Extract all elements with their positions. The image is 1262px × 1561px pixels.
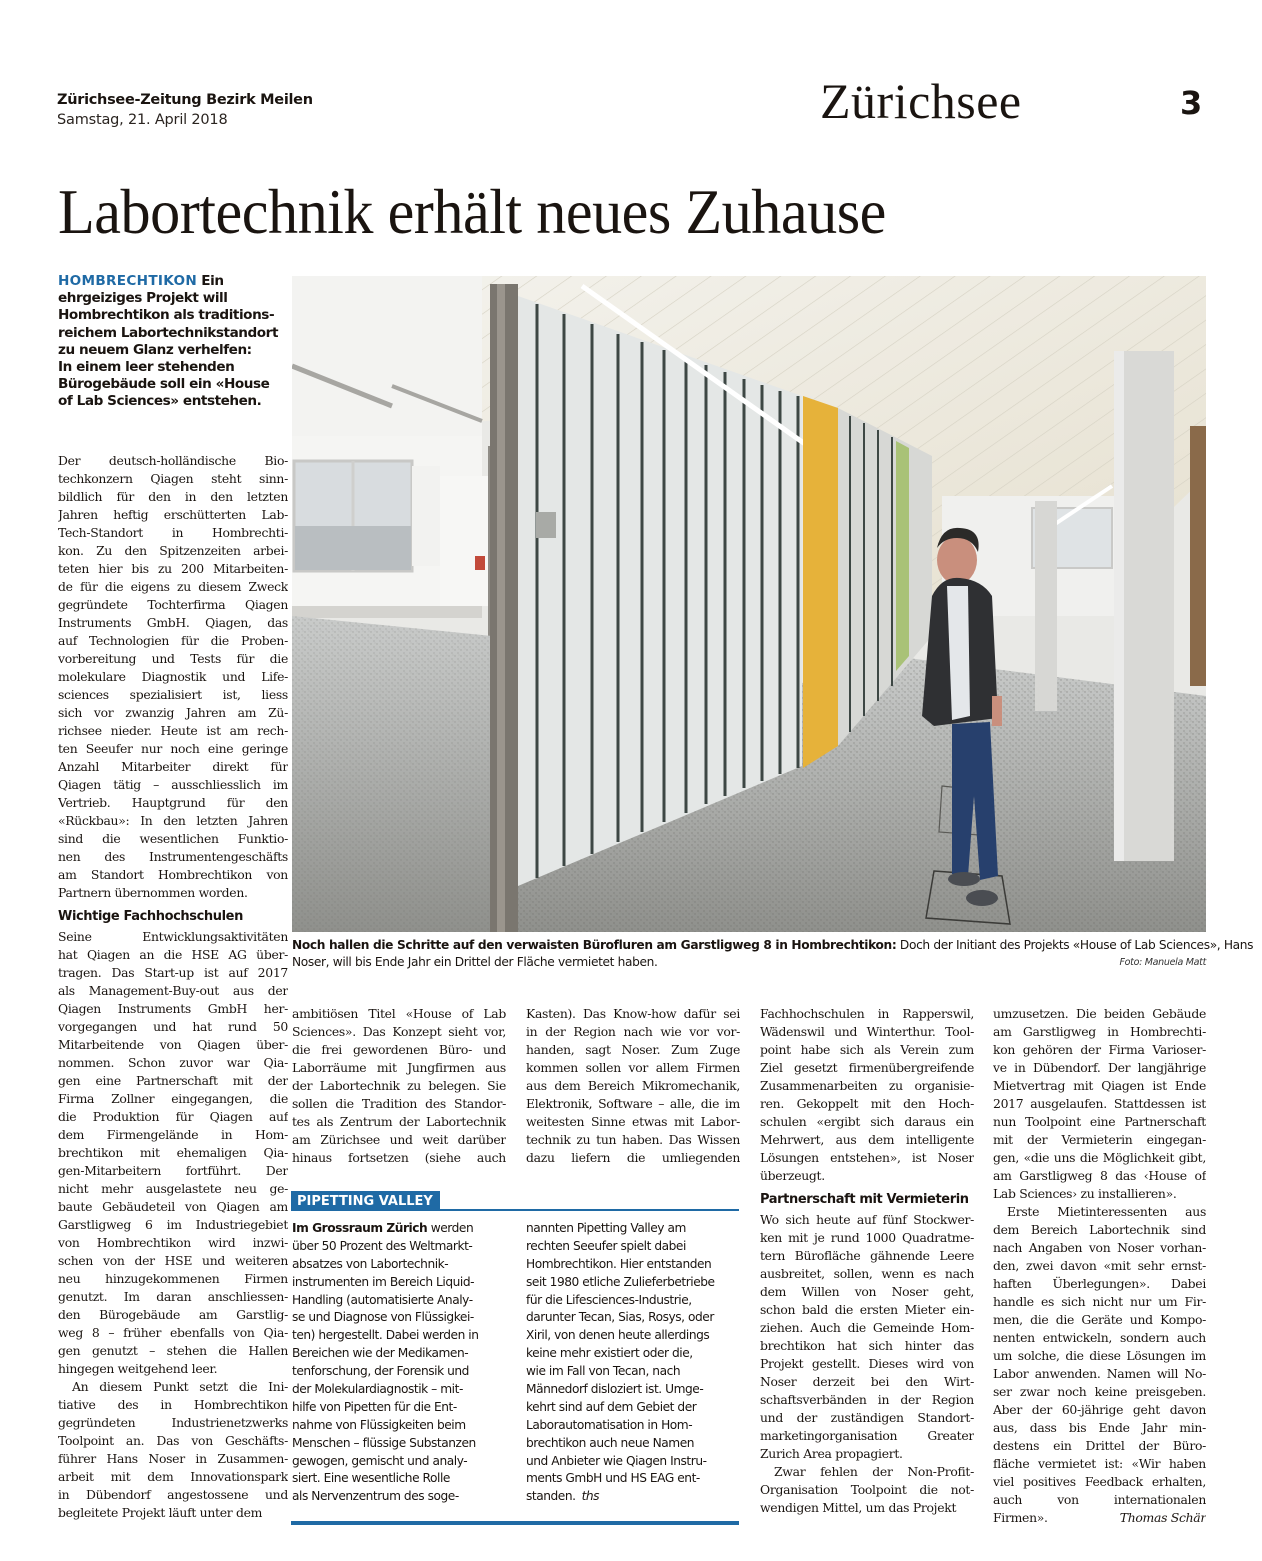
box-text-line: Hombrechtikon. Hier entstanden — [526, 1256, 712, 1271]
text-line: schaftsverbänden in der Region — [760, 1392, 974, 1407]
text-line: Wädenswil und Winterthur. Tool- — [760, 1024, 974, 1039]
box-column-2 — [526, 1220, 740, 1506]
text-fragment: werden — [427, 1221, 474, 1235]
office-hallway-photo — [292, 276, 1206, 932]
article-column-3 — [526, 1005, 740, 1167]
text-line: tern Bürofläche gähnende Leere — [760, 1248, 974, 1263]
lead-line: ehrgeiziges Projekt will — [58, 290, 228, 307]
text-line: der Labortechnik zu belegen. Sie — [292, 1078, 506, 1093]
box-text-line: Handling (automatisierte Analy- — [292, 1292, 473, 1307]
photo-credit: Foto: Manuela Matt — [1119, 957, 1206, 968]
text-line: tes als Zentrum der Labortechnik — [292, 1114, 506, 1129]
text-line: hat Qiagen an die HSE AG über- — [58, 947, 288, 962]
text-line: ren. Gekoppelt mit den Hoch- — [760, 1096, 974, 1111]
text-line: sciences spezialisiert ist, liess — [58, 687, 288, 702]
text-line: Toolpoint an. Das von Geschäfts- — [58, 1433, 288, 1448]
text-line: ziehen. Auch die Gemeinde Hom- — [760, 1320, 974, 1335]
box-text-line: tenforschung, der Forensik und — [292, 1364, 469, 1379]
box-text-line: Laborautomatisation in Hom- — [526, 1417, 693, 1432]
text-line: die frei gewordenen Büro- und — [292, 1042, 506, 1057]
text-line: molekulare Diagnostik und Life- — [58, 669, 288, 684]
text-line: de für die eigens zu diesem Zweck — [58, 579, 288, 594]
box-top-rule — [291, 1209, 739, 1211]
text-line: handen, sagt Noser. Zum Zuge — [526, 1042, 740, 1057]
box-text-line: Männedorf disloziert ist. Umge- — [526, 1382, 704, 1397]
text-line: techkonzern Qiagen steht sinn- — [58, 471, 288, 486]
text-line: point habe sich als Verein zum — [760, 1042, 974, 1057]
text-line: am Garstligweg in Hombrechti- — [993, 1024, 1206, 1039]
box-text-line: instrumenten im Bereich Liquid- — [292, 1274, 475, 1289]
text-fragment: standen. — [526, 1489, 576, 1504]
text-line: haften Überlegungen». Dabei — [993, 1276, 1206, 1291]
text-line: umzusetzen. Die beiden Gebäude — [993, 1006, 1206, 1021]
text-line: ambitiösen Titel «House of Lab — [292, 1006, 506, 1021]
text-line: Mitarbeitende von Qiagen über- — [58, 1037, 288, 1052]
box-text-line: brechtikon auch neue Namen — [526, 1435, 695, 1450]
text-line: aus dem Bereich Mikromechanik, — [526, 1078, 740, 1093]
text-line: als Management-Buy-out aus der — [58, 983, 288, 998]
text-line: Mietvertrag mit Qiagen ist Ende — [993, 1078, 1206, 1093]
text-line: schon bald die ersten Mieter ein- — [760, 1302, 974, 1317]
caption-text: Noser, will bis Ende Jahr ein Drittel der Fläche vermietet haben. — [292, 955, 658, 969]
text-line: handle es sich nicht nur um Fir- — [993, 1294, 1206, 1309]
text-line: weitesten Sinne etwas mit Labor- — [526, 1114, 740, 1129]
text-line: dem Firmengelände in Hom- — [58, 1127, 288, 1142]
box-signature: ths — [581, 1489, 600, 1504]
text-line: vorbereitung und Tests für die — [58, 651, 288, 666]
text-line: den, zwei davon «mit sehr ernst- — [993, 1258, 1206, 1273]
box-text-line: ten) hergestellt. Dabei werden in — [292, 1328, 479, 1343]
box-text-line: als Nervenzentrum des soge- — [292, 1489, 459, 1504]
article-column-2 — [292, 1005, 506, 1167]
text-line: brechtikon hat sich hinter das — [760, 1338, 974, 1353]
section-title: Zürichsee — [820, 73, 1022, 129]
text-line: hinaus fortsetzen (siehe auch — [292, 1150, 506, 1165]
article-column-5 — [993, 1005, 1206, 1527]
text-line: 2017 ausgelaufen. Stattdessen ist — [993, 1096, 1206, 1111]
text-line: Sciences». Das Konzept sieht vor, — [292, 1024, 506, 1039]
caption-bold: Noch hallen die Schritte auf den verwaisten Bürofluren am Garstligweg 8 in Hombrechtikon: — [292, 938, 897, 952]
text-line: vorgegangen und hat rund 50 — [58, 1019, 288, 1034]
text-line: um solche, die diese Lösungen im — [993, 1348, 1206, 1363]
text-line: und der zuständigen Standort- — [760, 1410, 974, 1425]
box-title: PIPETTING VALLEY — [291, 1191, 440, 1211]
lead-kicker: HOMBRECHTIKON — [58, 273, 198, 289]
text-line: gen genutzt – stehen die Hallen — [58, 1343, 288, 1358]
box-text-line — [292, 1220, 514, 1238]
text-line: Qiagen Instruments GmbH her- — [58, 1001, 288, 1016]
text-line: Zurich Area propagiert. — [760, 1446, 903, 1461]
text-line: ten Seeufer nur noch eine geringe — [58, 741, 288, 756]
text-line: «Rückbau»: In den letzten Jahren — [58, 813, 288, 828]
text-line: hingegen weitgehend leer. — [58, 1361, 218, 1376]
text-line: neu hinzugekommenen Firmen — [58, 1271, 288, 1286]
text-line: tragen. Das Start-up ist auf 2017 — [58, 965, 288, 980]
text-line: destens ein Drittel der Büro- — [993, 1438, 1206, 1453]
text-line: nun Toolpoint eine Partnerschaft — [993, 1114, 1206, 1129]
text-line: begleitete Projekt läuft unter dem — [58, 1505, 263, 1520]
text-line: Elektronik, Software – alle, die im — [526, 1096, 740, 1111]
text-line: tiative des in Hombrechtikon — [58, 1397, 288, 1412]
lead-line: Bürogebäude soll ein «House — [58, 376, 270, 393]
text-line: ausbreitet, sollen, wenn es nach — [760, 1266, 974, 1281]
caption-text: Doch der Initiant des Projekts «House of Lab Sciences», Hans — [896, 938, 1254, 952]
text-line: wendigen Mittel, um das Projekt — [760, 1500, 957, 1515]
text-line: nenten entwickeln, sondern auch — [993, 1330, 1206, 1345]
text-line: baute Gebäudeteil von Qiagen am — [58, 1199, 288, 1214]
text-line: am Zürichsee und weit darüber — [292, 1132, 506, 1147]
box-text-line: über 50 Prozent des Weltmarkt- — [292, 1238, 473, 1253]
text-line: Firma Zollner eingegangen, die — [58, 1091, 288, 1106]
text-line: nommen. Schon zuvor war Qia- — [58, 1055, 288, 1070]
text-line: Seine Entwicklungsaktivitäten — [58, 929, 288, 944]
box-lead-bold: Im Grossraum Zürich — [292, 1221, 428, 1235]
text-line: genutzt. Im daran anschliessen- — [58, 1289, 288, 1304]
publication-date: Samstag, 21. April 2018 — [57, 112, 228, 128]
text-line: Organisation Toolpoint die not- — [760, 1482, 974, 1497]
text-line: schulen «ergibt sich daraus ein — [760, 1114, 974, 1129]
text-line: richsee nieder. Heute ist am rech- — [58, 723, 288, 738]
text-line: Labor anwenden. Namen will No- — [993, 1366, 1206, 1381]
page-number: 3 — [1180, 84, 1203, 122]
subheading: Wichtige Fachhochschulen — [58, 909, 243, 924]
text-line: brechtikon mit ehemaligen Qia- — [58, 1145, 288, 1160]
text-line: aus, dass bis Ende Jahr min- — [993, 1420, 1206, 1435]
text-line: auch von internationalen — [993, 1492, 1206, 1507]
article-headline: Labortechnik erhält neues Zuhause — [58, 177, 886, 247]
text-line: sich vor zwanzig Jahren am Zü- — [58, 705, 288, 720]
text-line: von Hombrechtikon wird inzwi- — [58, 1235, 288, 1250]
text-line: kon gehören der Firma Varioser- — [993, 1042, 1206, 1057]
text-line: gegründete Tochterfirma Qiagen — [58, 597, 288, 612]
box-text-line: absatzes von Labortechnik- — [292, 1256, 449, 1271]
box-text-line: darunter Tecan, Sias, Rosys, oder — [526, 1310, 714, 1325]
text-line: Garstligweg 6 im Industriegebiet — [58, 1217, 288, 1232]
text-line: Laborräume mit Jungfirmen aus — [292, 1060, 506, 1075]
article-column-1 — [58, 452, 288, 1522]
article-column-4 — [760, 1005, 974, 1517]
box-text-line: gewogen, gemischt und analy- — [292, 1453, 468, 1468]
text-line: Lab Sciences› zu installieren». — [993, 1186, 1177, 1201]
text-line: am Standort Hombrechtikon von — [58, 867, 288, 882]
text-line: Mehrwert, aus dem intelligente — [760, 1132, 974, 1147]
text-line: Anzahl Mitarbeiter direkt für — [58, 759, 288, 774]
text-line: überzeugt. — [760, 1168, 825, 1183]
text-line: dem Bereich Labortechnik sind — [993, 1222, 1206, 1237]
text-line: schen von der HSE und weiteren — [58, 1253, 288, 1268]
box-text-line: rechten Seeufer spielt dabei — [526, 1238, 686, 1253]
text-line: gen, «die uns die Möglichkeit gibt, — [993, 1150, 1206, 1165]
subheading: Partnerschaft mit Vermieterin — [760, 1192, 969, 1207]
box-text-line: der Molekulardiagnostik – mit- — [292, 1382, 463, 1397]
text-line: men, die die Geräte und Kompo- — [993, 1312, 1206, 1327]
text-line: führer Hans Noser in Zusammen- — [58, 1451, 288, 1466]
text-line: Instruments GmbH. Qiagen, das — [58, 615, 288, 630]
box-text-line: nahme von Flüssigkeiten beim — [292, 1417, 466, 1432]
text-line: viel positives Feedback erhalten, — [993, 1474, 1206, 1489]
text-fragment: Firmen». — [993, 1510, 1048, 1525]
text-line: in der Region nach wie vor vor- — [526, 1024, 740, 1039]
text-line: arbeit mit dem Innovationspark — [58, 1469, 288, 1484]
box-text-line: kehrt sind auf dem Gebiet der — [526, 1399, 697, 1414]
article-lead — [58, 273, 290, 411]
box-text-line: und Anbieter wie Qiagen Instru- — [526, 1453, 707, 1468]
text-line: Noser derzeit bei den Wirt- — [760, 1374, 974, 1389]
box-text-line — [526, 1488, 740, 1506]
text-line: Partnern übernommen worden. — [58, 885, 248, 900]
author-name: Thomas Schär — [1119, 1510, 1206, 1525]
text-line: sollen die Tradition des Standor- — [292, 1096, 506, 1111]
box-text-line: ments GmbH und HS EAG ent- — [526, 1471, 700, 1486]
box-text-line: Bereichen wie der Medikamen- — [292, 1346, 469, 1361]
text-line: Kasten). Das Know-how dafür sei — [526, 1006, 740, 1021]
text-line: marketingorganisation Greater — [760, 1428, 974, 1443]
text-line: fläche vermietet ist: «Wir haben — [993, 1456, 1206, 1471]
text-line: Lösungen entstehen», ist Noser — [760, 1150, 974, 1165]
text-line: gegründeten Industrienetzwerks — [58, 1415, 288, 1430]
text-line: kon. Zu den Spitzenzeiten arbei- — [58, 543, 288, 558]
photo-caption — [292, 937, 1254, 971]
box-text-line: siert. Eine wesentliche Rolle — [292, 1471, 450, 1486]
text-line: Zwar fehlen der Non-Profit- — [774, 1464, 974, 1479]
box-text-line: für die Lifesciences-Industrie, — [526, 1292, 692, 1307]
text-line: weg 8 – früher ebenfalls von Qia- — [58, 1325, 288, 1340]
text-line: An diesem Punkt setzt die Ini- — [72, 1379, 288, 1394]
lead-line: Ein — [197, 273, 224, 289]
text-line: dazu liefern die umliegenden — [526, 1150, 740, 1165]
text-line: nach Angaben von Noser vorhan- — [993, 1240, 1206, 1255]
text-line: auf Technologien für die Proben- — [58, 633, 288, 648]
text-line: technik zu tun haben. Das Wissen — [526, 1132, 740, 1147]
box-text-line: hilfe von Pipetten für die Ent- — [292, 1399, 457, 1414]
text-line: mit der Vermieterin eingegan- — [993, 1132, 1206, 1147]
text-line: gen-Mitarbeitern fortführt. Der — [58, 1163, 288, 1178]
box-text-line: seit 1980 etliche Zulieferbetriebe — [526, 1274, 715, 1289]
text-line: nen des Instrumentengeschäfts — [58, 849, 288, 864]
text-line: Ziel gesetzt firmenübergreifende — [760, 1060, 974, 1075]
text-line: die Produktion für Qiagen auf — [58, 1109, 288, 1124]
text-line: den Bürogebäude am Garstlig- — [58, 1307, 288, 1322]
text-line: Aber der 60-jährige geht davon — [993, 1402, 1206, 1417]
lead-line: In einem leer stehenden — [58, 359, 235, 376]
box-text-line: nannten Pipetting Valley am — [526, 1221, 686, 1235]
text-line: bildlich für den in den letzten — [58, 489, 288, 504]
lead-line: of Lab Sciences» entstehen. — [58, 393, 262, 410]
text-line: Fachhochschulen in Rapperswil, — [760, 1006, 974, 1021]
text-line: gen eine Partnerschaft mit der — [58, 1073, 288, 1088]
text-line: ken mit je rund 1000 Quadratme- — [760, 1230, 974, 1245]
text-line: Tech-Standort in Hombrechti- — [58, 525, 288, 540]
article-photo — [292, 276, 1206, 932]
text-line: ve in Dübendorf. Der langjährige — [993, 1060, 1206, 1075]
text-line: Wo sich heute auf fünf Stockwer- — [760, 1212, 974, 1227]
text-line: Qiagen tätig – ausschliesslich im — [58, 777, 288, 792]
lead-line: reichem Labortechnikstandort — [58, 324, 278, 341]
box-column-1 — [292, 1220, 514, 1506]
box-bottom-rule — [291, 1521, 739, 1525]
text-line — [993, 1509, 1206, 1527]
text-line: Projekt gestellt. Dieses wird von — [760, 1356, 974, 1371]
text-line: Der deutsch-holländische Bio- — [58, 453, 288, 468]
box-text-line: keine mehr existiert oder die, — [526, 1346, 693, 1361]
lead-line: zu neuem Glanz verhelfen: — [58, 341, 252, 358]
box-text-line: Xiril, von denen heute allerdings — [526, 1328, 710, 1343]
text-line: Jahren heftig erschütterten Lab- — [58, 507, 288, 522]
text-line: nicht mehr ausgelastete neu ge- — [58, 1181, 288, 1196]
text-line: Erste Mietinteressenten aus — [1007, 1204, 1206, 1219]
box-text-line: wie im Fall von Tecan, nach — [526, 1364, 681, 1379]
text-line: teten hier bis zu 200 Mitarbeiten- — [58, 561, 288, 576]
text-line: Vertrieb. Hauptgrund für den — [58, 795, 288, 810]
text-line: Zusammenarbeiten zu organisie- — [760, 1078, 974, 1093]
text-line: am Garstligweg 8 das ‹House of — [993, 1168, 1206, 1183]
newspaper-name: Zürichsee-Zeitung Bezirk Meilen — [57, 92, 313, 108]
text-line: kommen sollen vor allem Firmen — [526, 1060, 740, 1075]
text-line: ser zwar noch keine preisgeben. — [993, 1384, 1206, 1399]
box-text-line: se und Diagnose von Flüssigkei- — [292, 1310, 474, 1325]
text-line: sind die wesentlichen Funktio- — [58, 831, 288, 846]
text-line: dem Willen von Noser geht, — [760, 1284, 974, 1299]
lead-line: Hombrechtikon als traditions- — [58, 307, 275, 324]
text-line: in Dübendorf angestossene und — [58, 1487, 288, 1502]
box-text-line: Menschen – flüssige Substanzen — [292, 1435, 476, 1450]
